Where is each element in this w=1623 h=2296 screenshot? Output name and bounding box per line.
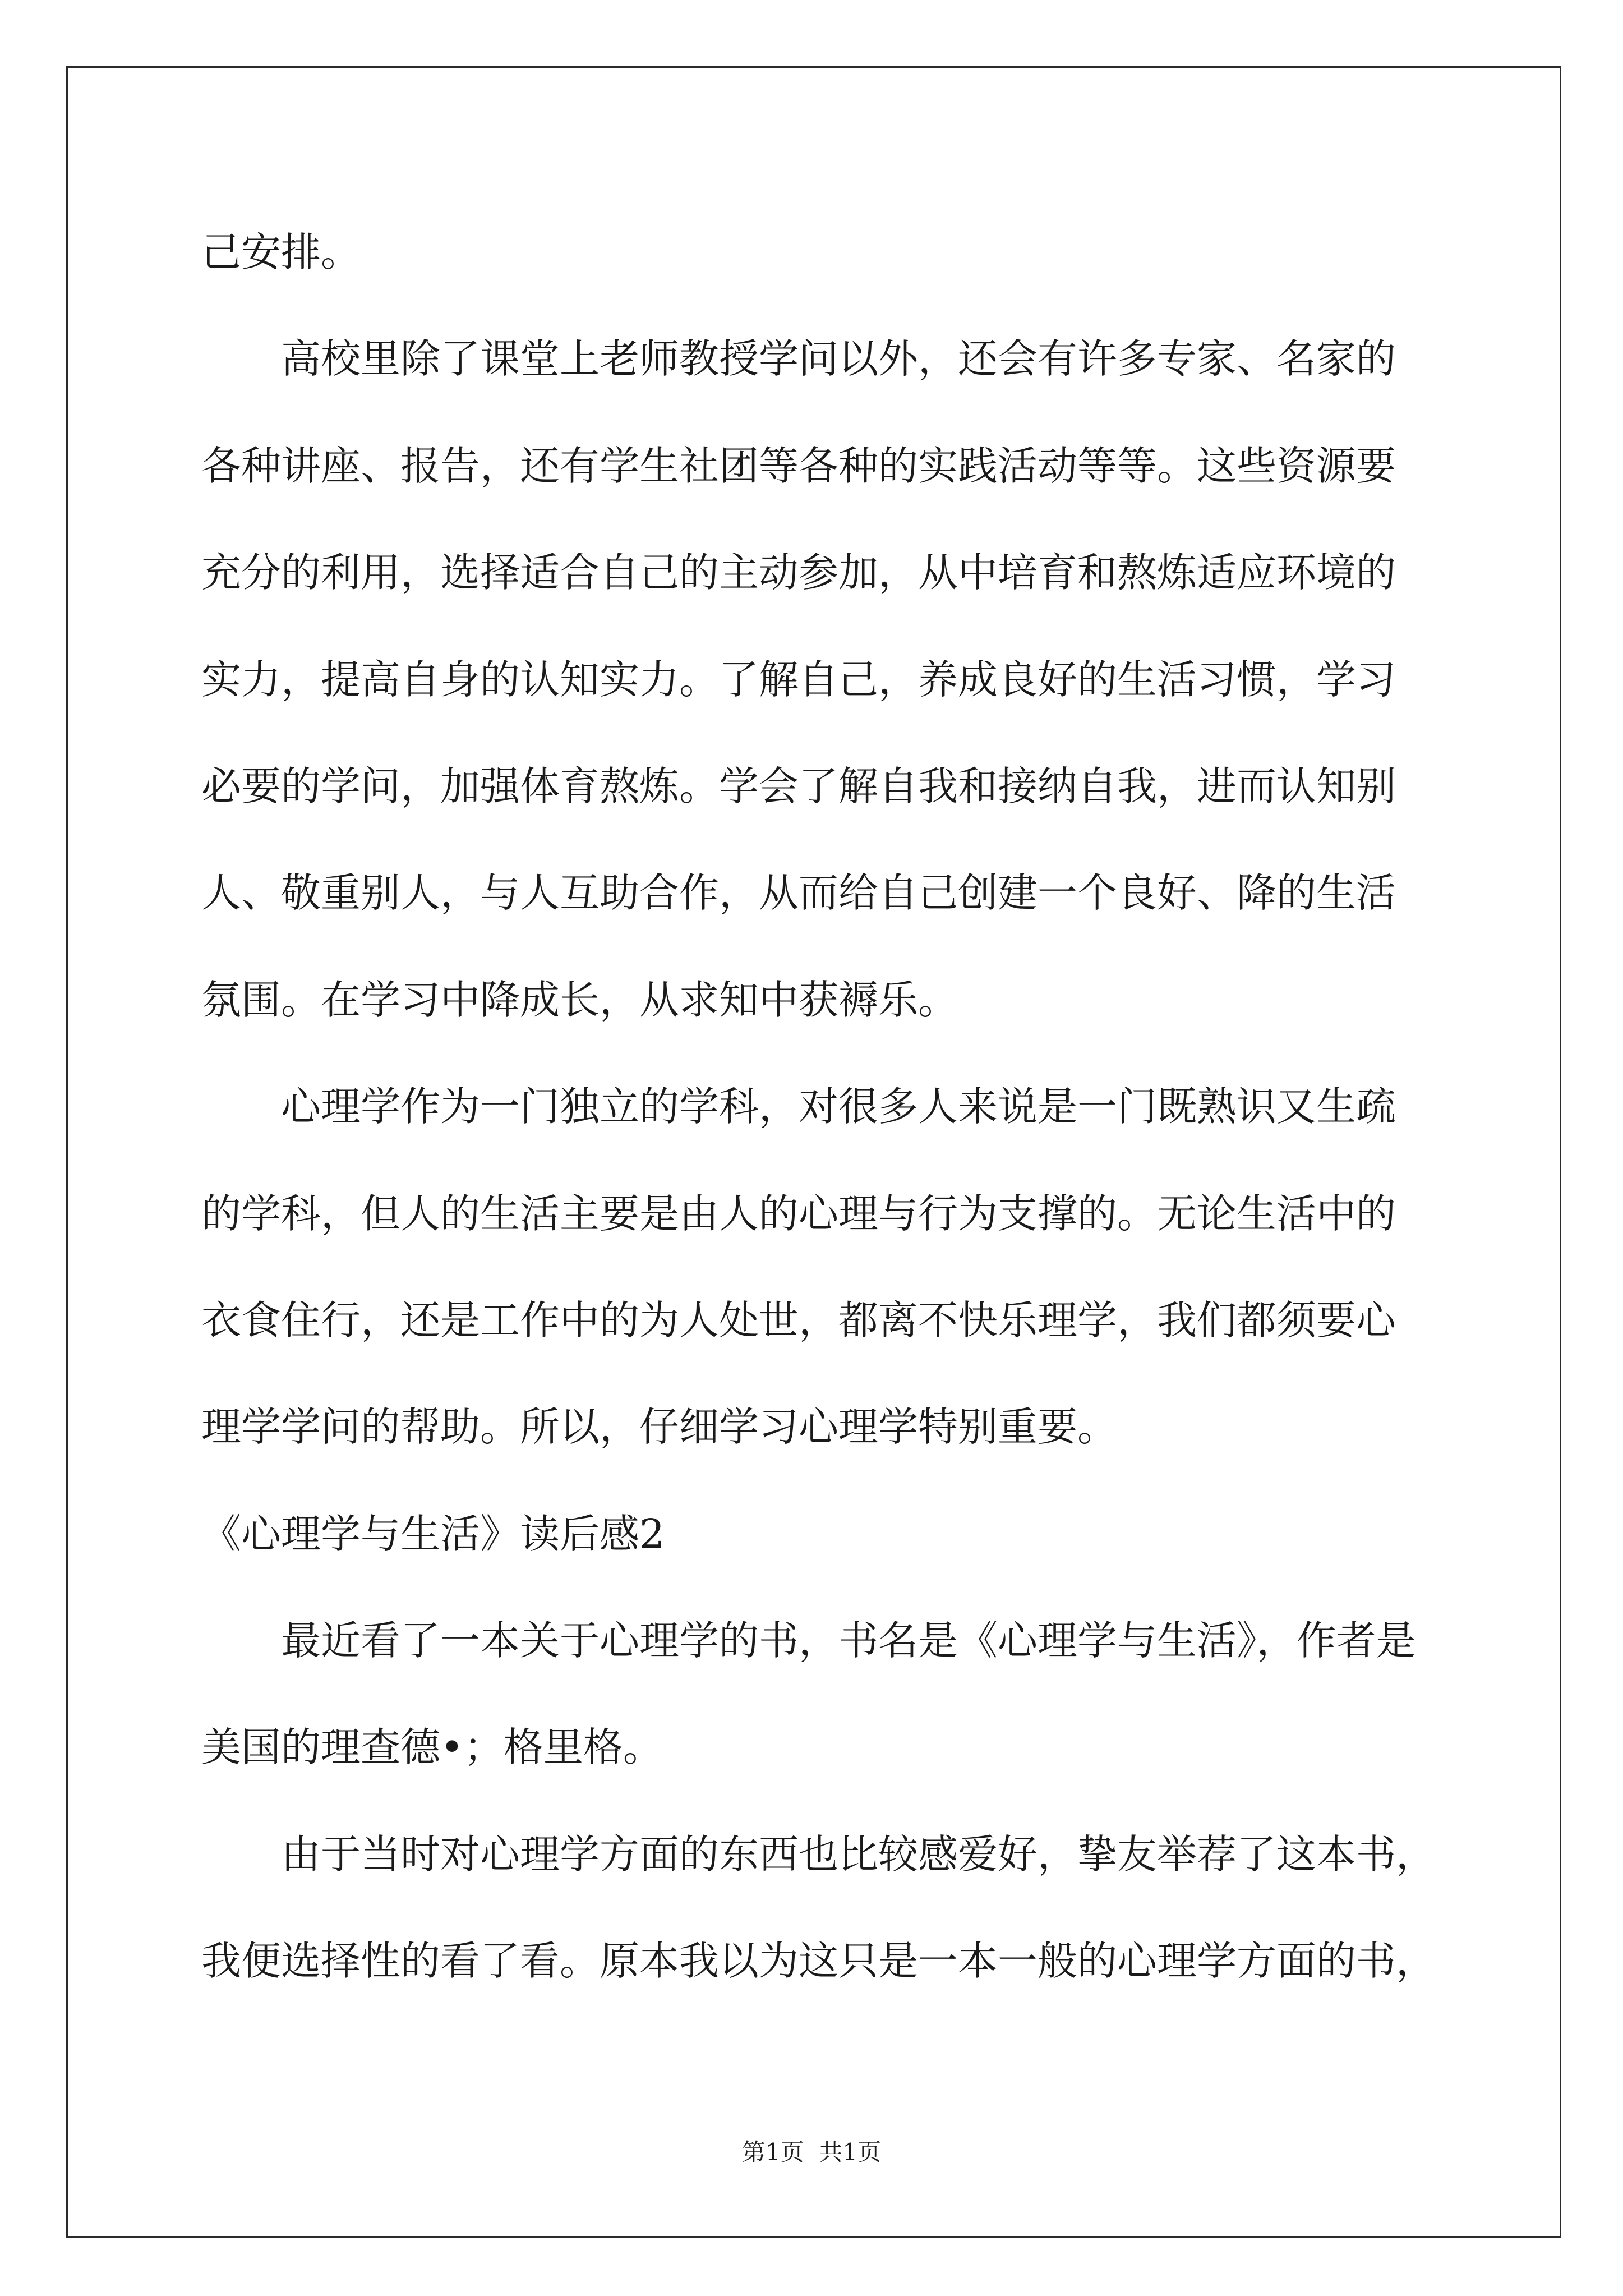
- text-line: 的学科，但人的生活主要是由人的心理与行为支撑的。无论生活中的: [201, 1190, 1396, 1237]
- text-line: 衣食住行，还是工作中的为人处世，都离不快乐理学，我们都须要心: [201, 1296, 1396, 1343]
- section-heading: 《心理学与生活》读后感2: [201, 1510, 665, 1557]
- text-line: 必要的学问，加强体育熬炼。学会了解自我和接纳自我，进而认知别: [201, 762, 1396, 809]
- text-line: 实力，提高自身的认知实力。了解自己，养成良好的生活习惯，学习: [201, 656, 1396, 703]
- text-line: 最近看了一本关于心理学的书，书名是《心理学与生活》，作者是: [281, 1617, 1416, 1664]
- text-line: 由于当时对心理学方面的东西也比较感爱好，挚友举荐了这本书，: [281, 1830, 1436, 1878]
- paragraph: [201, 306, 1514, 1053]
- text-line: 我便选择性的看了看。原本我以为这只是一本一般的心理学方面的书，: [201, 1938, 1436, 1985]
- page-number-footer: 第1页 共1页: [741, 2138, 882, 2166]
- text-line: 心理学作为一门独立的学科，对很多人来说是一门既熟识又生疏: [281, 1083, 1396, 1130]
- text-line: 各种讲座、报告，还有学生社团等各种的实践活动等等。这些资源要: [201, 442, 1396, 489]
- text-line: 理学学问的帮助。所以，仔细学习心理学特别重要。: [201, 1404, 1118, 1451]
- continued-paragraph: [201, 199, 1514, 306]
- paragraph: [201, 1801, 1514, 2015]
- text-line: 高校里除了课堂上老师教授学问以外，还会有许多专家、名家的: [281, 335, 1396, 383]
- paragraph: [201, 1588, 1514, 1801]
- paragraph: [201, 1053, 1514, 1481]
- text-line: 美国的理查德•；格里格。: [201, 1724, 663, 1771]
- text-line: 己安排。: [201, 229, 361, 275]
- text-line: 氛围。在学习中降成长，从求知中获褥乐。: [201, 976, 958, 1023]
- document-body: [201, 199, 1514, 2015]
- text-line: 人、敬重别人，与人互助合作，从而给自己创建一个良好、降的生活: [201, 869, 1396, 917]
- text-line: 充分的利用，选择适合自己的主动参加，从中培育和熬炼适应环境的: [201, 549, 1396, 596]
